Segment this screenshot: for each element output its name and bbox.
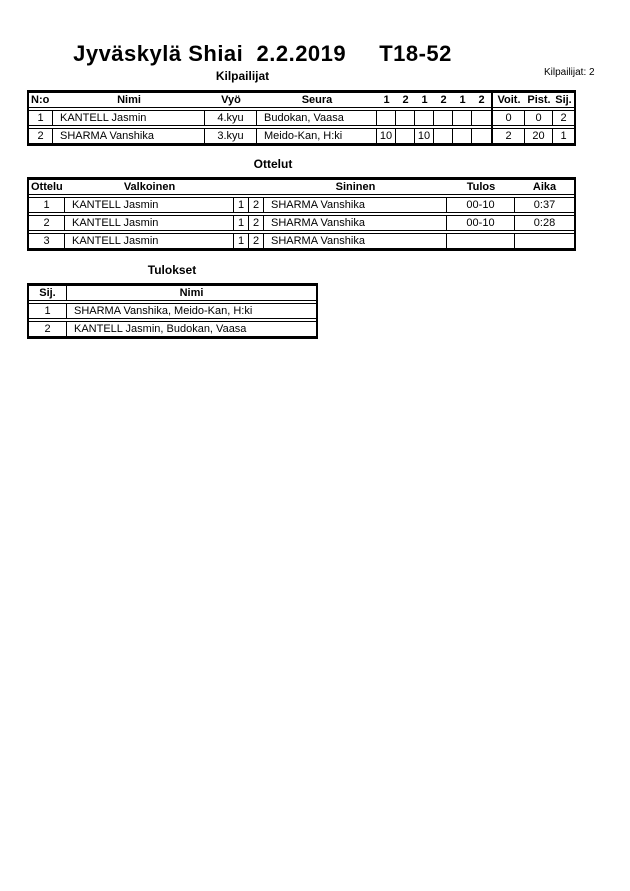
score-cell [472,129,491,143]
competitor-row [29,110,491,126]
results-header-row [29,285,316,301]
results-heading: Tulokset [147,263,197,277]
cell-nimi: KANTELL Jasmin [53,111,205,125]
matches-heading: Ottelut [253,157,293,171]
competitors-header-row [29,92,491,108]
header-score-3: 1 [421,94,428,106]
cell-sininen: SHARMA Vanshika [264,198,447,212]
cell-sij: 1 [29,304,67,318]
match-row [29,197,574,213]
score-cell: 10 [377,129,396,143]
cell-sij: 1 [560,130,567,142]
header-nimi: Nimi [117,94,141,106]
header-vyo: Vyö [221,94,241,106]
score-cell [415,111,434,125]
score-cell [472,111,491,125]
competitor-row [29,128,491,144]
cell-valkoinen: KANTELL Jasmin [65,216,234,230]
competitors-table [27,90,576,146]
header-nimi: Nimi [179,287,204,299]
cell-aika: 0:37 [533,199,556,211]
header-sij: Sij. [29,286,67,300]
cell-valkoinen: KANTELL Jasmin [65,198,234,212]
score-cell [396,129,415,143]
cell-pist: 20 [525,129,553,143]
header-score-6: 2 [478,94,485,106]
cell-vyo: 4.kyu [205,111,257,125]
header-sij: Sij. [555,94,572,106]
score-cell [377,111,396,125]
cell-blue-no: 2 [249,198,264,212]
header-white-no [234,180,249,194]
header-no: N:o [31,94,50,106]
matches-header-row [29,179,574,195]
totals-row [493,128,574,144]
cell-blue-no: 2 [249,216,264,230]
score-cell [396,111,415,125]
cell-seura: Budokan, Vaasa [257,111,377,125]
header-seura: Seura [301,94,333,106]
cell-voit: 0 [493,111,525,125]
result-row [29,303,316,319]
cell-pist: 0 [525,111,553,125]
score-cell: 10 [415,129,434,143]
cell-white-no: 1 [234,216,249,230]
cell-tulos [447,234,515,248]
cell-nimi: KANTELL Jasmin, Budokan, Vaasa [74,323,247,335]
header-tulos: Tulos [466,181,496,193]
score-cell [434,129,453,143]
cell-sij: 2 [560,112,567,124]
cell-white-no: 1 [234,234,249,248]
cell-match-no: 3 [29,234,65,248]
score-cell [453,129,472,143]
page-title: Jyväskylä Shiai 2.2.2019 T18-52 [73,41,452,66]
cell-nimi: SHARMA Vanshika [53,129,205,143]
header-score-5: 1 [459,94,466,106]
cell-vyo: 3.kyu [205,129,257,143]
score-cell [434,111,453,125]
cell-white-no: 1 [234,198,249,212]
matches-table [27,177,576,251]
competitors-section-label: Kilpailijat [215,69,270,83]
cell-blue-no: 2 [249,234,264,248]
totals-header-row [493,92,574,108]
cell-match-no: 2 [29,216,65,230]
cell-valkoinen: KANTELL Jasmin [65,234,234,248]
header-score-1: 1 [383,94,390,106]
header-score-2: 2 [402,94,409,106]
header-sininen: Sininen [335,181,376,193]
cell-match-no: 1 [29,198,65,212]
cell-tulos: 00-10 [447,198,515,212]
cell-sininen: SHARMA Vanshika [264,216,447,230]
competitors-count: Kilpailijat: 2 [544,67,595,78]
header-valkoinen: Valkoinen [123,181,176,193]
cell-no: 2 [29,129,53,143]
result-row [29,321,316,337]
match-row [29,215,574,231]
header-score-4: 2 [440,94,447,106]
cell-aika: 0:28 [533,217,556,229]
cell-sij: 2 [29,322,67,336]
header-aika: Aika [532,181,557,193]
header-pist: Pist. [527,94,551,106]
match-row [29,233,574,249]
competitors-table-totals-section [491,92,574,144]
cell-no: 1 [29,111,53,125]
totals-row [493,110,574,126]
cell-aika [515,234,574,248]
cell-nimi: SHARMA Vanshika, Meido-Kan, H:ki [74,305,253,317]
results-table [27,283,318,339]
header-ottelu: Ottelu [31,181,63,193]
score-cell [453,111,472,125]
header-blue-no [249,180,264,194]
cell-voit: 2 [493,129,525,143]
cell-seura: Meido-Kan, H:ki [257,129,377,143]
competitors-table-main-section [29,92,491,144]
cell-tulos: 00-10 [447,216,515,230]
header-voit: Voit. [497,94,521,106]
cell-sininen: SHARMA Vanshika [264,234,447,248]
